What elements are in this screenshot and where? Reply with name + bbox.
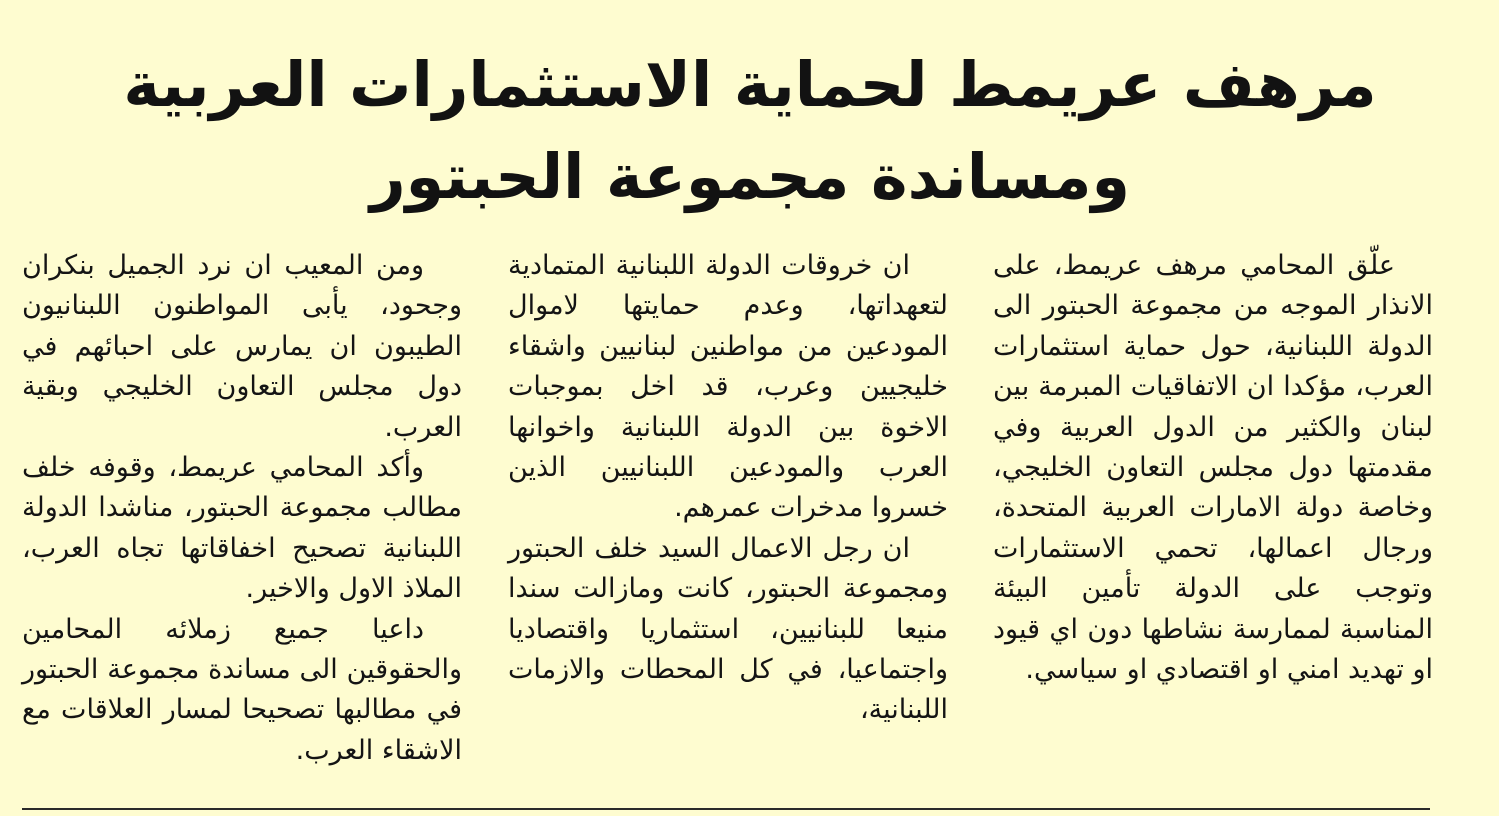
paragraph: وأكد المحامي عريمط، وقوفه خلف مطالب مجموعة الحبتور، مناشدا الدولة اللبنانية تصحيح اخفاقاتها تجاه العرب، الملاذ الاول والاخير.: [22, 452, 462, 605]
article-column-left: [22, 246, 462, 771]
headline-line-1: مرهف عريمط لحماية الاستثمارات العربية: [123, 48, 1377, 122]
bottom-divider: [22, 808, 1430, 810]
article-column-right: [993, 246, 1433, 690]
paragraph: داعيا جميع زملائه المحامين والحقوقين الى مساندة مجموعة الحبتور في مطالبها تصحيحا لمسار العلاقات مع الاشقاء العرب.: [22, 613, 462, 766]
paragraph: ومن المعيب ان نرد الجميل بنكران وجحود، يأبى المواطنون اللبنانيون الطيبون ان يمارس على احبائهم في دول مجلس التعاون الخليجي وبقية العرب.: [22, 250, 462, 443]
article-headline: [120, 43, 1380, 221]
paragraph: علّق المحامي مرهف عريمط، على الانذار الموجه من مجموعة الحبتور الى الدولة اللبنانية، حول حماية استثمارات العرب، مؤكدا ان الاتفاقيات المبرمة بين لبنان والكثير من الدول العربية وفي مقدمتها دول مجلس التعاون الخليجي، وخاصة دولة الامارات العربية المتحدة، ورجال اعمالها، تحمي الاستثمارات وتوجب على الدولة تأمين البيئة المناسبة لممارسة نشاطها دون اي قيود او تهديد امني او اقتصادي او سياسي.: [993, 250, 1433, 686]
headline-line-2: ومساندة مجموعة الحبتور: [369, 140, 1130, 214]
article-column-middle: [508, 246, 948, 731]
paragraph: ان رجل الاعمال السيد خلف الحبتور ومجموعة الحبتور، كانت ومازالت سندا منيعا للبنانيين، استثماريا واقتصاديا واجتماعيا، في كل المحطات والازمات اللبنانية،: [508, 532, 948, 726]
paragraph: ان خروقات الدولة اللبنانية المتمادية لتعهداتها، وعدم حمايتها لاموال المودعين من مواطنين لبنانيين واشقاء خليجيين وعرب، قد اخل بموجبات الاخوة بين الدولة اللبنانية واخوانها العرب والمودعين اللبنانيين الذين خسروا مدخرات عمرهم.: [508, 250, 948, 524]
